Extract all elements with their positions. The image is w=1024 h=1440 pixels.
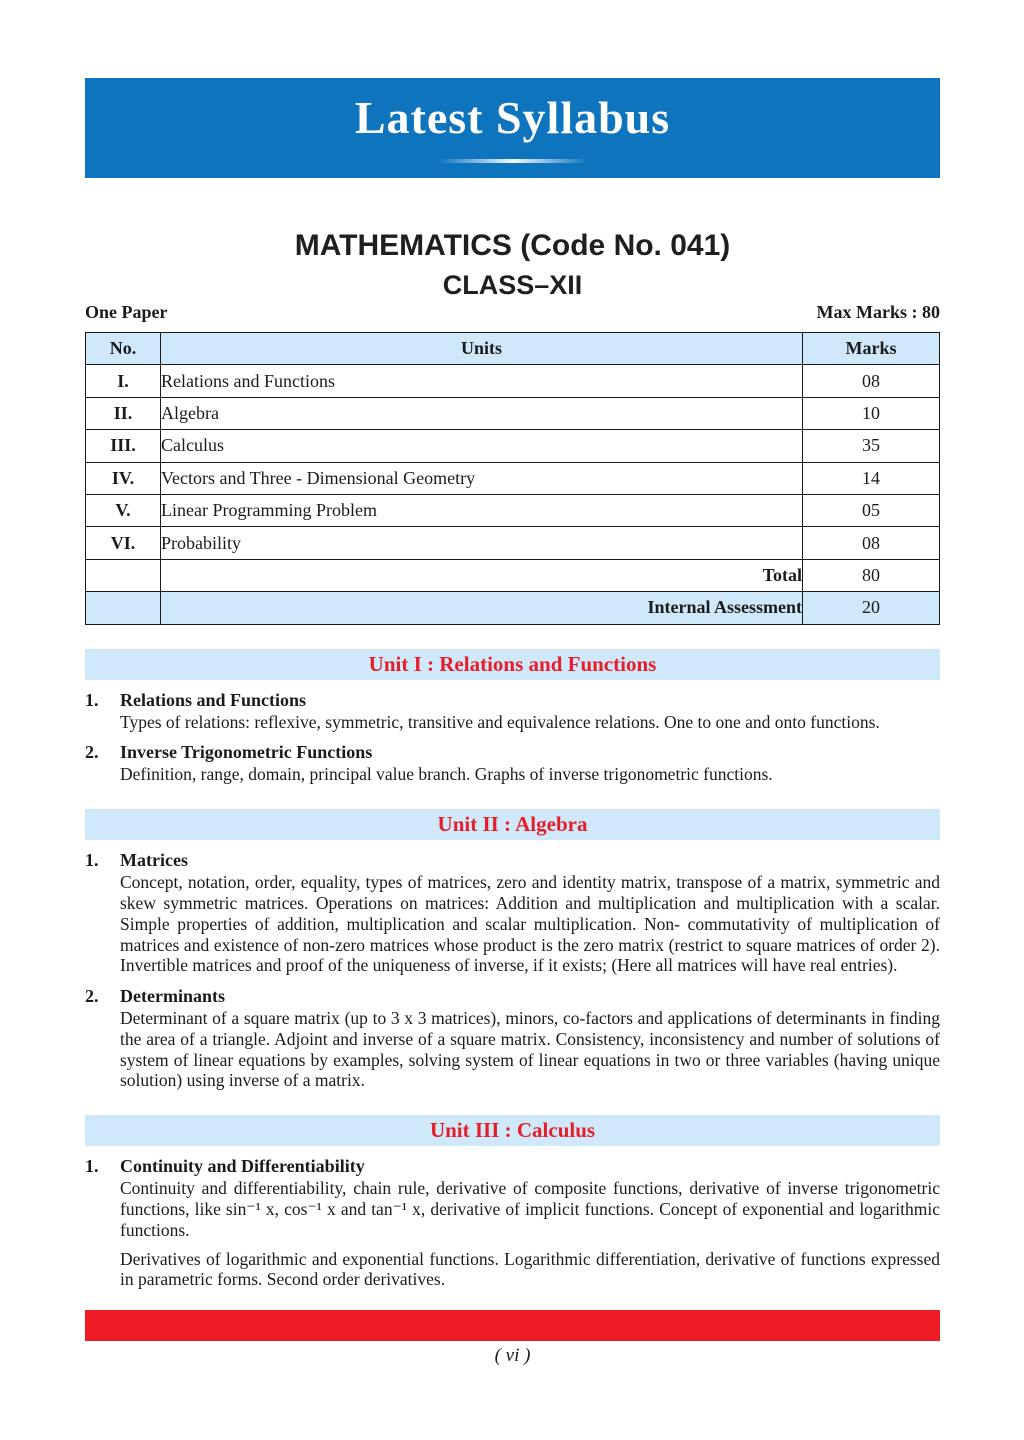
unit-number: I.	[86, 365, 161, 397]
syllabus-item	[85, 985, 940, 1091]
item-title: Determinants	[120, 986, 225, 1007]
item-paragraph: Concept, notation, order, equality, types of matrices, zero and identity matrix, transpose of a matrix, symmetric and skew symmetric matrices. Operations on matrices: Addition and multiplication and multiplication with a scalar. Simple properties of addition, multiplication and scalar multiplication. Non- commutativity of multiplication of matrices and existence of non-zero matrices whose product is the zero matrix (restrict to square matrices of order 2). Invertible matrices and proof of the uniqueness of inverse, if it exists; (Here all matrices will have real entries).	[120, 872, 940, 976]
unit-name: Linear Programming Problem	[161, 494, 803, 526]
page-content	[85, 78, 940, 1367]
unit-number: IV.	[86, 462, 161, 494]
unit-marks: 08	[803, 527, 940, 559]
class-subtitle: CLASS–XII	[442, 270, 583, 300]
banner-title: Latest Syllabus	[354, 92, 671, 143]
item-title: Inverse Trigonometric Functions	[120, 742, 373, 763]
banner-underline-swoosh	[438, 159, 588, 163]
max-marks-label: Max Marks : 80	[816, 302, 940, 322]
item-paragraph: Definition, range, domain, principal value branch. Graphs of inverse trigonometric functions.	[120, 764, 773, 785]
unit-marks: 14	[803, 462, 940, 494]
paper-meta-row	[85, 301, 940, 323]
table-row	[86, 397, 940, 429]
unit-3-heading-band	[85, 1115, 940, 1146]
col-header-no: No.	[86, 333, 161, 365]
empty-cell	[86, 559, 161, 591]
table-header-row	[86, 333, 940, 365]
item-heading	[85, 985, 940, 1007]
item-paragraph: Derivatives of logarithmic and exponential functions. Logarithmic differentiation, derivative of functions expressed in parametric forms. Second order derivatives.	[120, 1248, 940, 1290]
unit-marks: 08	[803, 365, 940, 397]
item-title: Relations and Functions	[120, 689, 307, 710]
unit-name: Calculus	[161, 430, 803, 462]
unit-number: II.	[86, 397, 161, 429]
item-paragraph: Determinant of a square matrix (up to 3 x 3 matrices), minors, co-factors and applications of determinants in finding the area of a triangle. Adjoint and inverse of a square matrix. Consistency, inconsistency and number of solutions of system of linear equations by examples, solving system of linear equations in two or three variables (having unique solution) using inverse of a matrix.	[120, 1008, 940, 1091]
item-heading	[85, 849, 940, 871]
col-header-units: Units	[161, 333, 803, 365]
item-heading	[85, 689, 940, 711]
syllabus-item	[85, 849, 940, 976]
col-header-marks: Marks	[803, 333, 940, 365]
item-number: 1.	[85, 850, 99, 871]
item-paragraph: Types of relations: reflexive, symmetric, transitive and equivalence relations. One to one and onto functions.	[120, 711, 880, 732]
unit-3-heading: Unit III : Calculus	[429, 1118, 596, 1143]
item-number: 1.	[85, 689, 99, 710]
total-label: Total	[161, 559, 803, 591]
unit-2-heading-band	[85, 809, 940, 840]
latest-syllabus-banner	[85, 78, 940, 178]
one-paper-label: One Paper	[85, 302, 168, 322]
unit-name: Algebra	[161, 397, 803, 429]
unit-2-heading: Unit II : Algebra	[437, 812, 588, 837]
unit-number: III.	[86, 430, 161, 462]
item-paragraph: Continuity and differentiability, chain rule, derivative of composite functions, derivative of inverse trigonometric functions, like sin⁻¹ x, cos⁻¹ x and tan⁻¹ x, derivative of implicit functions. Concept of exponential and logarithmic functions.	[120, 1178, 940, 1240]
total-marks: 80	[803, 559, 940, 591]
page-number: ( vi )	[494, 1345, 531, 1367]
table-row	[86, 462, 940, 494]
unit-marks: 35	[803, 430, 940, 462]
unit-marks: 10	[803, 397, 940, 429]
item-title: Matrices	[120, 850, 188, 871]
syllabus-item	[85, 741, 940, 785]
item-number: 1.	[85, 1156, 99, 1177]
unit-1-heading: Unit I : Relations and Functions	[368, 651, 657, 676]
unit-1-heading-band	[85, 649, 940, 680]
internal-assessment-row	[86, 592, 940, 624]
table-row	[86, 494, 940, 526]
unit-name: Vectors and Three - Dimensional Geometry	[161, 462, 803, 494]
unit-number: V.	[86, 494, 161, 526]
item-number: 2.	[85, 742, 99, 763]
internal-assessment-marks: 20	[803, 592, 940, 624]
footer-red-bar	[85, 1310, 940, 1341]
unit-number: VI.	[86, 527, 161, 559]
item-title: Continuity and Differentiability	[120, 1156, 365, 1177]
item-heading	[85, 1155, 940, 1177]
unit-name: Relations and Functions	[161, 365, 803, 397]
table-row	[86, 527, 940, 559]
syllabus-item	[85, 1155, 940, 1290]
item-heading	[85, 741, 940, 763]
units-marks-table	[85, 332, 940, 625]
table-row	[86, 430, 940, 462]
unit-marks: 05	[803, 494, 940, 526]
unit-name: Probability	[161, 527, 803, 559]
item-number: 2.	[85, 986, 99, 1007]
internal-assessment-label: Internal Assessment	[161, 592, 803, 624]
empty-cell	[86, 592, 161, 624]
syllabus-item	[85, 689, 940, 733]
table-row	[86, 365, 940, 397]
total-row	[86, 559, 940, 591]
subject-title: MATHEMATICS (Code No. 041)	[294, 229, 731, 262]
